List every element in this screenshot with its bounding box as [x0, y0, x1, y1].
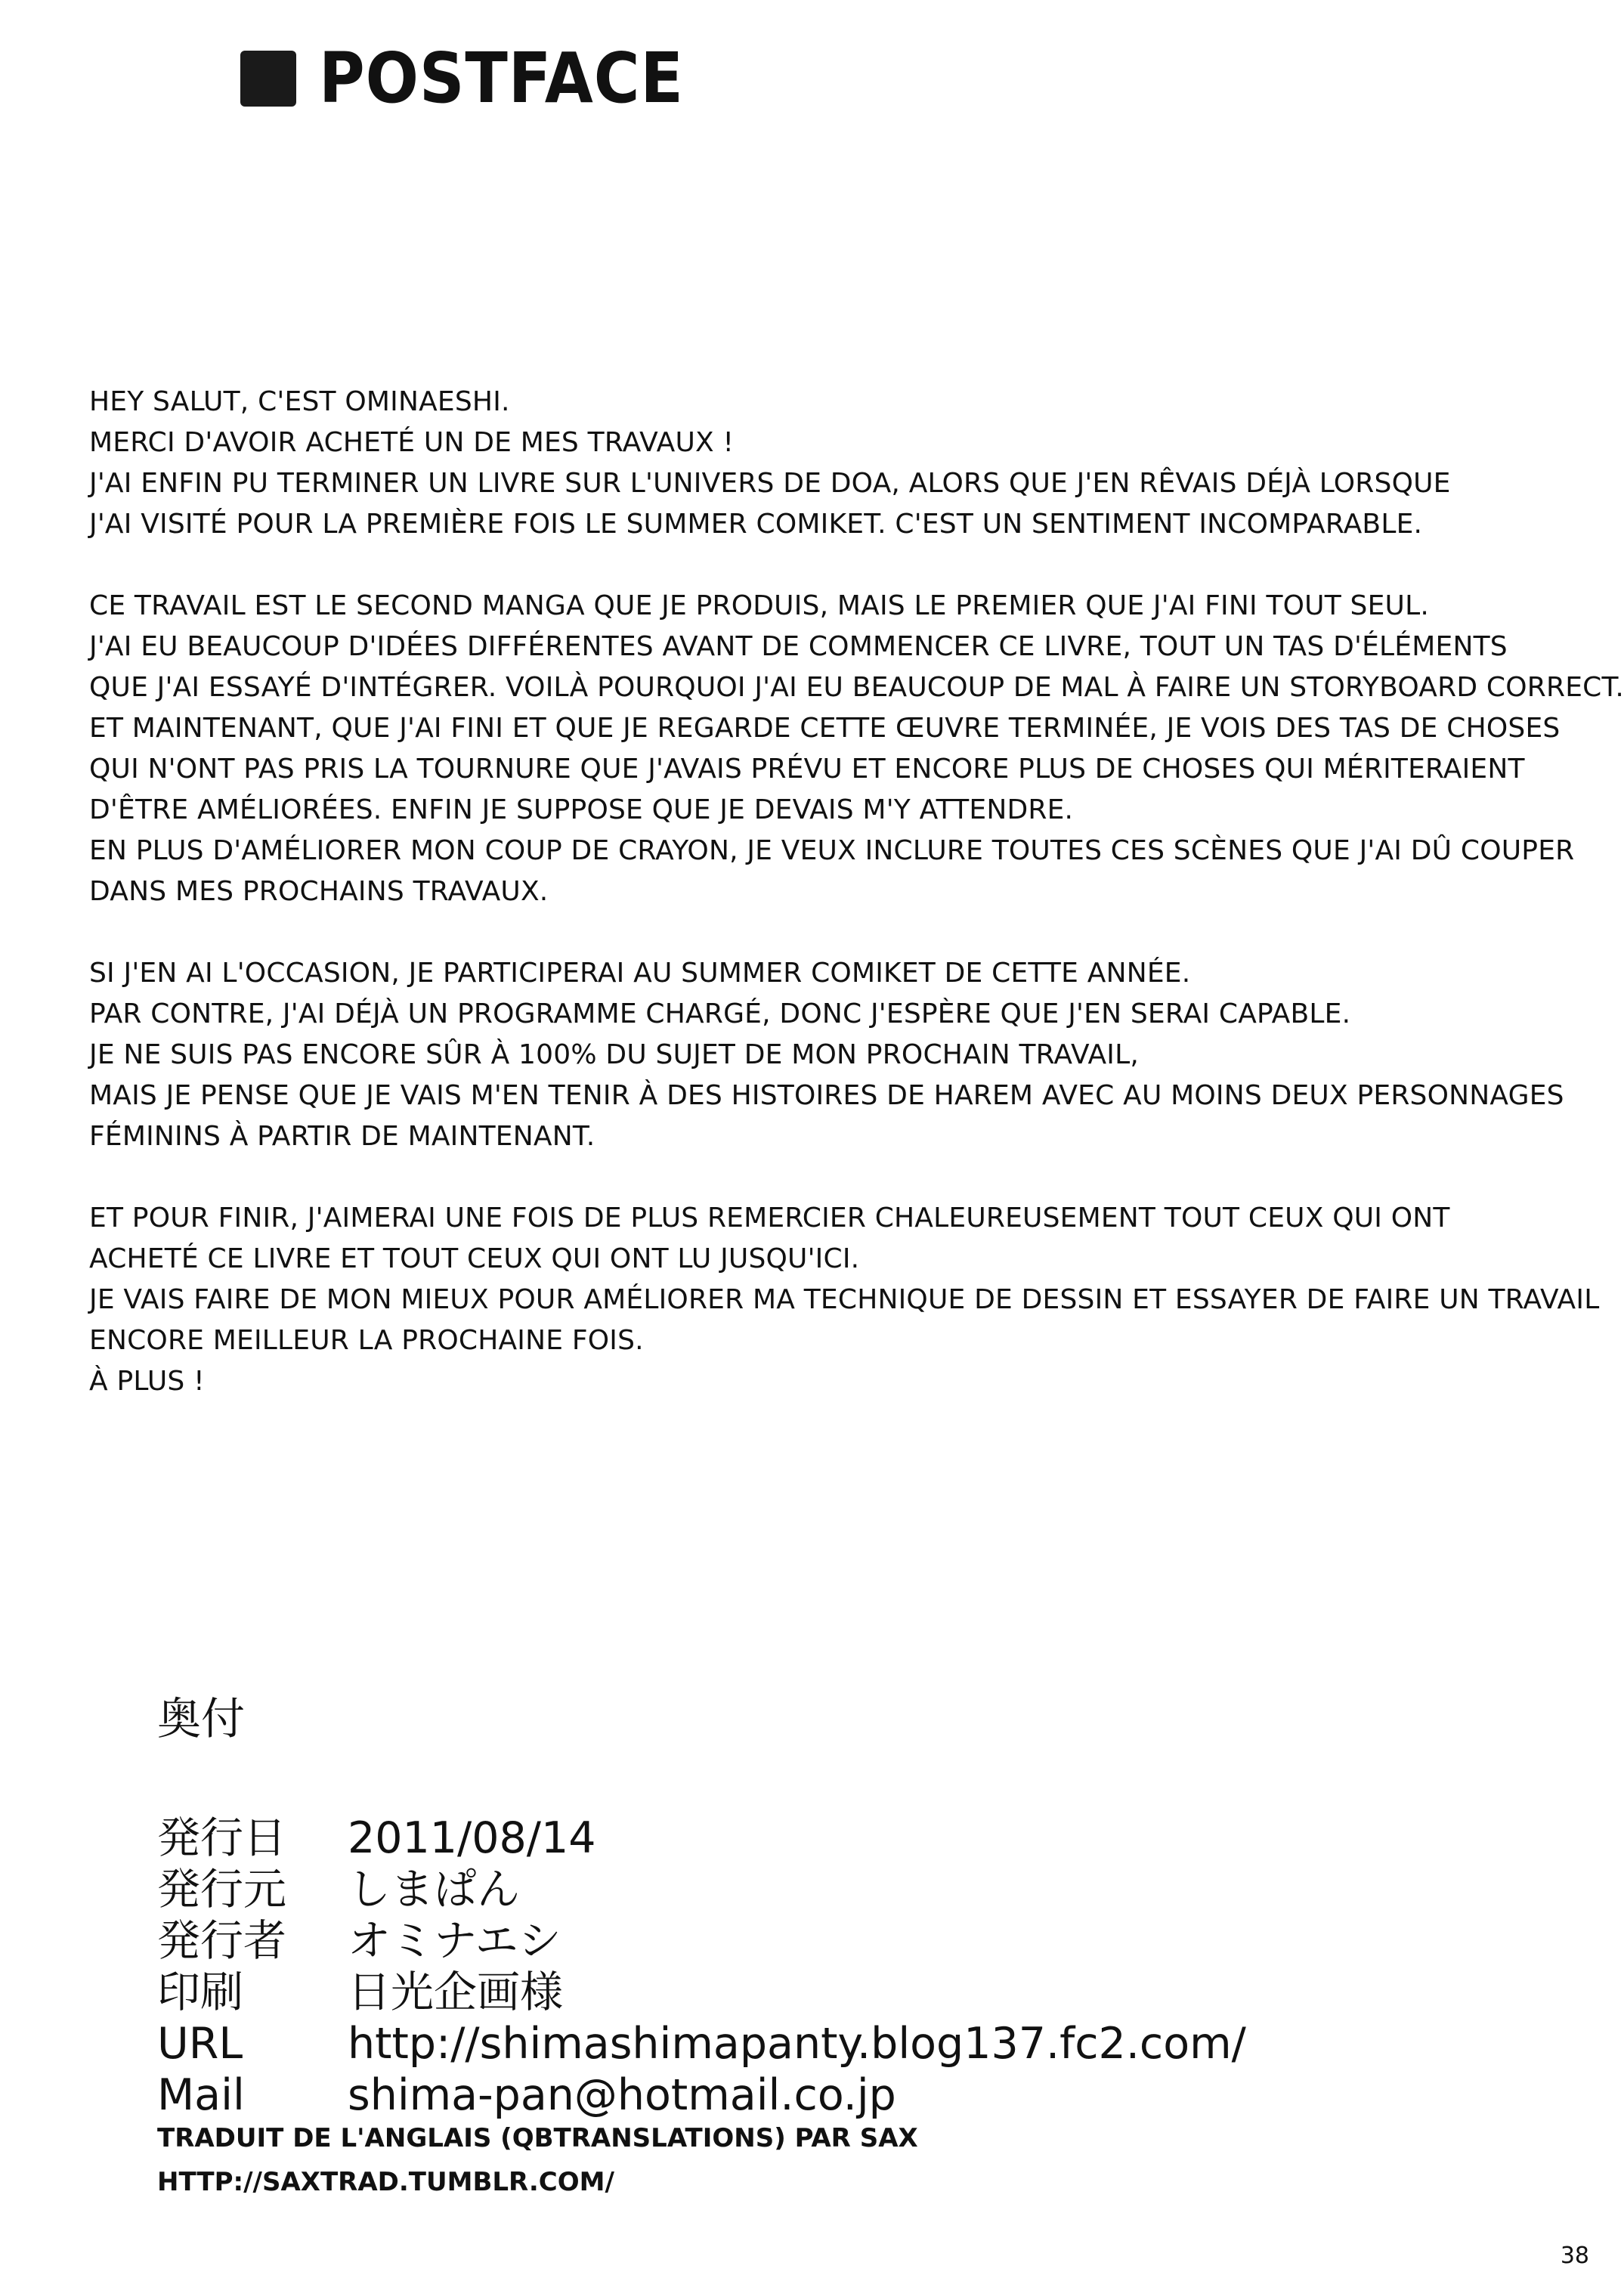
colophon-value: しまぱん [348, 1865, 520, 1915]
colophon-row-mail [157, 2069, 1246, 2121]
postface-body [89, 382, 1624, 1402]
text-line: ENCORE MEILLEUR LA PROCHAINE FOIS. [89, 1325, 644, 1356]
text-line: J'AI ENFIN PU TERMINER UN LIVRE SUR L'UNIVERS DE DOA, ALORS QUE J'EN RÊVAIS DÉJÀ LORSQUE [89, 468, 1451, 499]
colophon-label: Mail [157, 2070, 245, 2120]
colophon-label: 発行日 [157, 1813, 286, 1863]
text-line: J'AI VISITÉ POUR LA PREMIÈRE FOIS LE SUMMER COMIKET. C'EST UN SENTIMENT INCOMPARABLE. [89, 509, 1423, 540]
text-line: D'ÊTRE AMÉLIORÉES. ENFIN JE SUPPOSE QUE JE DEVAIS M'Y ATTENDRE. [89, 794, 1074, 825]
text-line: QUE J'AI ESSAYÉ D'INTÉGRER. VOILÀ POURQUOI J'AI EU BEAUCOUP DE MAL À FAIRE UN STORYBOARD CORRECT. [89, 672, 1624, 703]
translation-credit [157, 2116, 918, 2204]
text-line: QUI N'ONT PAS PRIS LA TOURNURE QUE J'AVAIS PRÉVU ET ENCORE PLUS DE CHOSES QUI MÉRITERAIENT [89, 754, 1525, 785]
colophon-label: 発行者 [157, 1916, 286, 1966]
text-line: SI J'EN AI L'OCCASION, JE PARTICIPERAI AU SUMMER COMIKET DE CETTE ANNÉE. [89, 958, 1191, 989]
paragraph [89, 1198, 1600, 1402]
colophon-email-link[interactable]: shima-pan@hotmail.co.jp [348, 2070, 896, 2120]
page-number: 38 [1560, 2243, 1589, 2269]
colophon-label: URL [157, 2019, 243, 2069]
colophon-row-publisher [157, 1864, 1246, 1915]
colophon-row-printer [157, 1967, 1246, 2018]
text-line: À PLUS ! [89, 1366, 205, 1397]
text-line: DANS MES PROCHAINS TRAVAUX. [89, 876, 549, 907]
credit-text: TRADUIT DE L'ANGLAIS (QBTRANSLATIONS) PAR SAX [157, 2123, 918, 2153]
colophon-row-date [157, 1812, 1246, 1864]
colophon-heading: 奥付 [157, 1693, 246, 1744]
text-line: MAIS JE PENSE QUE JE VAIS M'EN TENIR À DES HISTOIRES DE HAREM AVEC AU MOINS DEUX PERSONNAGES [89, 1080, 1564, 1111]
text-line: ACHETÉ CE LIVRE ET TOUT CEUX QUI ONT LU JUSQU'ICI. [89, 1243, 860, 1274]
colophon-value: 日光企画様 [348, 1967, 563, 2017]
colophon-row-issuer [157, 1915, 1246, 1967]
text-line: FÉMININS À PARTIR DE MAINTENANT. [89, 1121, 595, 1152]
colophon-label: 発行元 [157, 1865, 286, 1915]
text-line: ET POUR FINIR, J'AIMERAI UNE FOIS DE PLUS REMERCIER CHALEUREUSEMENT TOUT CEUX QUI ONT [89, 1203, 1450, 1234]
colophon-value: オミナエシ [348, 1916, 561, 1966]
text-line: CE TRAVAIL EST LE SECOND MANGA QUE JE PRODUIS, MAIS LE PREMIER QUE J'AI FINI TOUT SEUL. [89, 590, 1429, 621]
text-line: EN PLUS D'AMÉLIORER MON COUP DE CRAYON, JE VEUX INCLURE TOUTES CES SCÈNES QUE J'AI DÛ COUPER [89, 835, 1575, 866]
colophon-row-url [157, 2018, 1246, 2069]
page-header [240, 38, 725, 119]
text-line: J'AI EU BEAUCOUP D'IDÉES DIFFÉRENTES AVANT DE COMMENCER CE LIVRE, TOUT UN TAS D'ÉLÉMENTS [89, 631, 1508, 662]
text-line: JE VAIS FAIRE DE MON MIEUX POUR AMÉLIORER MA TECHNIQUE DE DESSIN ET ESSAYER DE FAIRE UN TRAVAIL [89, 1284, 1600, 1315]
text-line: ET MAINTENANT, QUE J'AI FINI ET QUE JE REGARDE CETTE ŒUVRE TERMINÉE, JE VOIS DES TAS DE CHOSES [89, 713, 1561, 744]
colophon-value: 2011/08/14 [348, 1813, 596, 1863]
credit-url-link[interactable]: HTTP://SAXTRAD.TUMBLR.COM/ [157, 2167, 614, 2197]
page-title: POSTFACE [319, 38, 684, 119]
paragraph [89, 953, 1564, 1157]
paragraph [89, 586, 1624, 912]
colophon-label: 印刷 [157, 1967, 243, 2017]
text-line: JE NE SUIS PAS ENCORE SÛR À 100% DU SUJET DE MON PROCHAIN TRAVAIL, [89, 1039, 1140, 1070]
text-line: PAR CONTRE, J'AI DÉJÀ UN PROGRAMME CHARGÉ, DONC J'ESPÈRE QUE J'EN SERAI CAPABLE. [89, 998, 1351, 1029]
colophon-url-link[interactable]: http://shimashimapanty.blog137.fc2.com/ [348, 2019, 1246, 2069]
black-square-icon [240, 51, 296, 107]
text-line: MERCI D'AVOIR ACHETÉ UN DE MES TRAVAUX ! [89, 427, 735, 458]
text-line: HEY SALUT, C'EST OMINAESHI. [89, 386, 510, 417]
colophon [157, 1693, 1246, 2121]
paragraph [89, 382, 1555, 545]
